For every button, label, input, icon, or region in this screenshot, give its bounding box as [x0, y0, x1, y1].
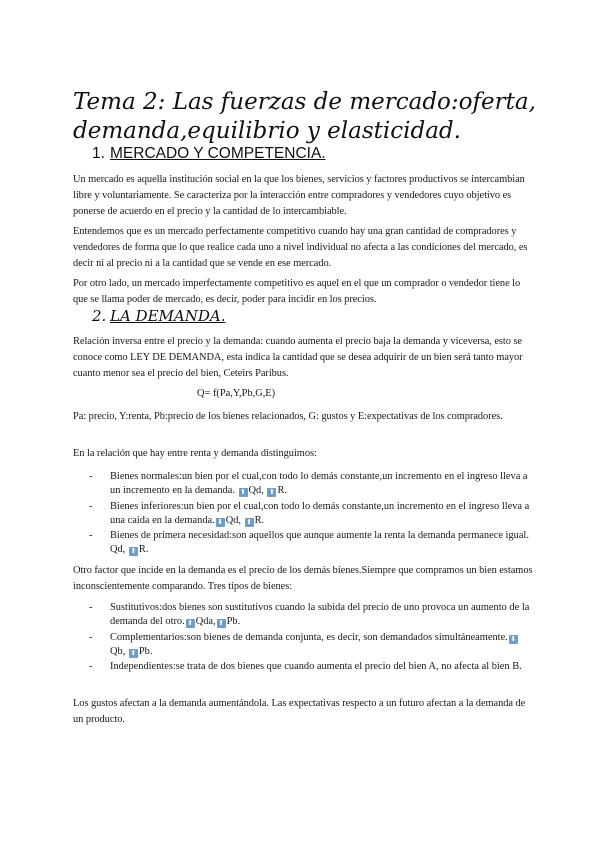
arrow-up-icon: ⬆ — [269, 488, 275, 496]
paragraph-mercado-competitivo: Entendemos que es un mercado perfectamente competitivo cuando hay una gran cantidad de compradores y vendedores de forma que lo que realice cada uno a nivel individual no afecta a las condiciones del mercado, es decir ni al precio ni a la cantidad que se vende en ese mercado. — [73, 226, 528, 270]
list-item-text: Qda, — [195, 616, 216, 627]
list-item-text: Independientes:se trata de dos bienes que cuando aumenta el precio del bien A, no afecta al bien B. — [110, 661, 522, 672]
list-item-complementarios — [73, 631, 533, 659]
list-dash: - — [89, 500, 93, 512]
list-item-text: R. — [254, 514, 265, 526]
arrow-up-icon: ⬆ — [187, 619, 194, 627]
list-item-text: Qd, — [225, 514, 244, 526]
section-heading-text: MERCADO Y COMPETENCIA. — [110, 145, 326, 162]
list-item-text: Pb. — [138, 645, 153, 657]
arrow-up-icon: ⬆ — [218, 619, 225, 627]
list-dash: - — [89, 602, 93, 613]
list-dash: - — [89, 471, 93, 482]
arrow-up-icon: ⬆ — [240, 488, 246, 496]
list-item-text: R. — [277, 485, 287, 496]
list-dash: - — [89, 661, 93, 672]
list-dash: - — [89, 631, 93, 643]
paragraph-variables: Pa: precio, Y:renta, Pb:precio de los bienes relacionados, G: gustos y E:expectativas de los compradores. — [73, 411, 503, 422]
arrow-down-icon: ⬇ — [217, 517, 224, 526]
arrow-down-icon: ⬇ — [510, 634, 517, 643]
paragraph-mercado-imperfecto: Por otro lado, un mercado imperfectamente competitivo es aquel en el que un comprador o vendedor tiene lo que se llama poder de mercado, es decir, poder para incidir en los precios. — [73, 278, 521, 306]
list-item-text: Bienes inferiores:un bien por el cual,con todo lo demás constante,un incremento en el ingreso lleva a una caida en la demanda. — [110, 500, 530, 526]
section-heading-mercado — [92, 144, 326, 164]
document-title: Tema 2: Las fuerzas de mercado:oferta, demanda,equilibrio y elasticidad. — [73, 89, 536, 144]
list-dash: - — [89, 530, 93, 541]
list-item-text: Bienes de primera necesidad:son aquellos que aunque aumente la renta la demanda permanece igual. Qd, — [110, 530, 529, 555]
list-item-text: Sustitutivos:dos bienes son sustitutivos cuando la subida del precio de uno provoca un aumento de la demanda del otro. — [110, 602, 530, 627]
list-tipos-bienes-relacionados — [73, 601, 533, 676]
list-item-text: Qb, — [110, 645, 128, 657]
list-item-text: Qd, — [248, 485, 267, 496]
list-item-sustitutivos — [73, 601, 533, 629]
list-item-text: Complementarios:son bienes de demanda conjunta, es decir, son demandados simultáneamente. — [110, 631, 508, 643]
paragraph-precio-otros-bienes: Otro factor que incide en la demanda es el precio de los demás bienes.Siempre que compramos un bien estamos inconscientemente comparando. Tres tipos de bienes: — [73, 565, 533, 593]
section-heading-demanda — [92, 306, 225, 326]
list-item-independientes — [73, 660, 533, 674]
section-number: 2. — [92, 307, 107, 325]
list-item-text: R. — [138, 544, 149, 555]
section-number: 1. — [92, 145, 105, 162]
arrow-up-icon: ⬆ — [130, 648, 137, 657]
paragraph-mercado-definicion: Un mercado es aquella institución social en la que los bienes, servicios y factores productivos se intercambian libre y voluntariamente. Se caracteriza por la interacción entre compradores y vendedores cuyo objetivo es ponerse de acuerdo en el precio y la cantidad de lo intercambiable. — [73, 174, 525, 218]
list-item-text: Pb. — [226, 616, 241, 627]
arrow-up-icon: ⬆ — [246, 517, 253, 526]
paragraph-ley-demanda: Relación inversa entre el precio y la demanda: cuando aumenta el precio baja la demanda y viceversa, esto se conoce como LEY DE DEMANDA, esta indica la cantidad que se desea adquirir de un bien será tanto mayor cuanto menor sea el precio del bien, Ceteirs Paribus. — [73, 336, 523, 380]
list-item-bienes-primera-necesidad — [73, 529, 533, 557]
paragraph-renta-demanda: En la relación que hay entre renta y demanda distinguimos: — [73, 448, 317, 459]
demand-formula: Q= f(Pa,Y,Pb,G,E) — [197, 388, 276, 399]
list-item-text: Bienes normales:un bien por el cual,con todo lo demás constante,un incremento en el ingreso lleva a un incremento en la demanda. — [110, 471, 528, 496]
list-item-bienes-inferiores — [73, 500, 533, 528]
paragraph-gustos-expectativas: Los gustos afectan a la demanda aumentándola. Las expectativas respecto a un futuro afectan a la demanda de un producto. — [73, 698, 526, 726]
section-heading-text: LA DEMANDA. — [110, 307, 226, 325]
list-tipos-bienes-renta — [73, 470, 533, 559]
list-item-bienes-normales — [73, 470, 533, 498]
arrow-up-icon: ⬆ — [130, 547, 137, 555]
